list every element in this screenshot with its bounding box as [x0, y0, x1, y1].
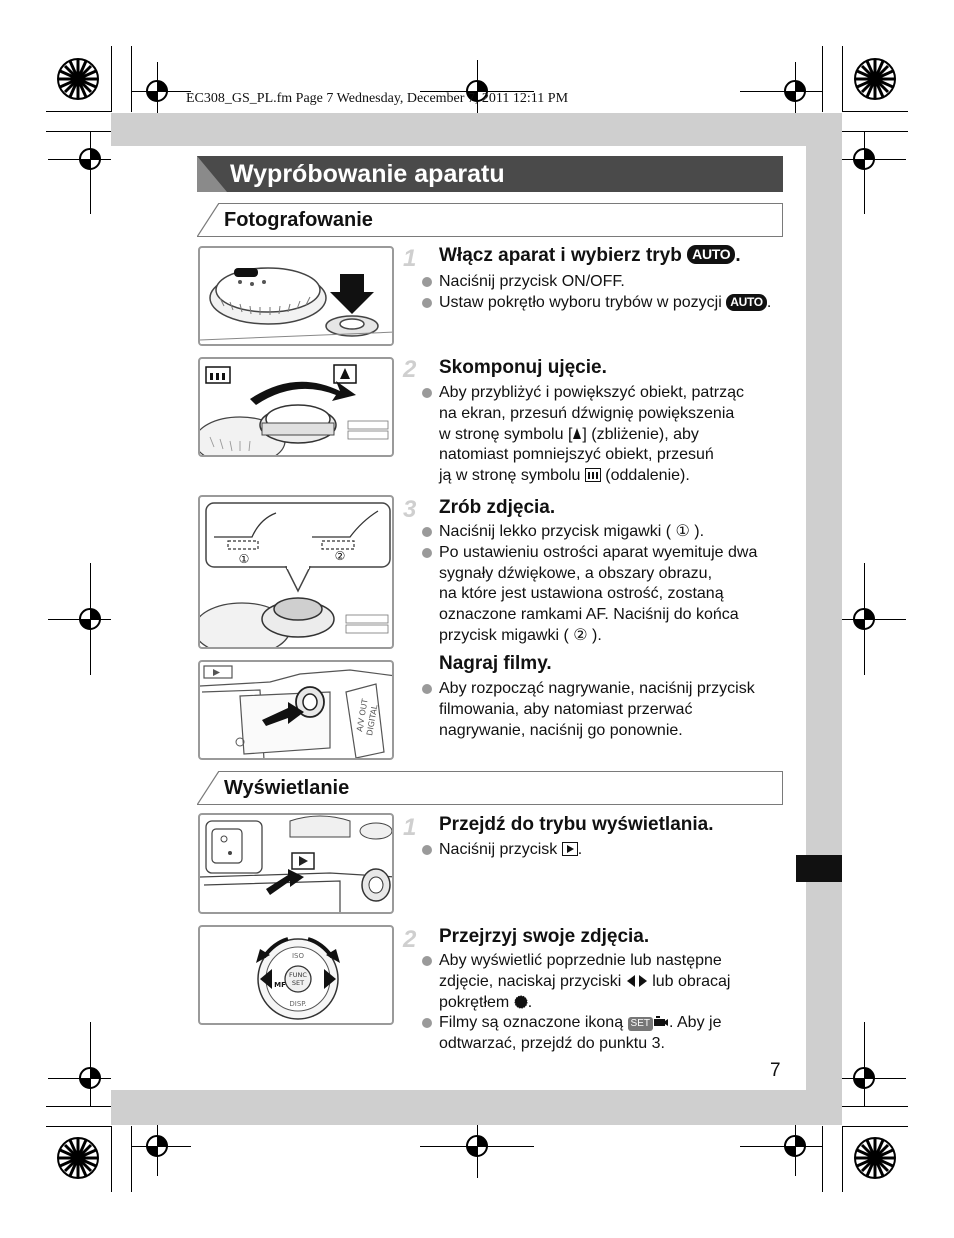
step-indicator-1: ① [238, 552, 250, 566]
print-header: EC308_GS_PL.fm Page 7 Wednesday, December 7, 2011 12:11 PM [186, 91, 569, 106]
port-label-digital: DIGITAL [365, 703, 380, 737]
step-bullets [421, 522, 786, 647]
illustration-shutter-button [198, 495, 394, 649]
bullet-item: Aby przybliżyć i powiększyć obiekt, patrząc na ekran, przesuń dźwignię powiększenia w stronę symbolu [ ] (zbliżenie), aby natomiast pomniejszyć obiekt, przesuń ją w stronę symbolu (oddalenie). [421, 383, 786, 487]
page-title: Wypróbowanie aparatu [230, 160, 505, 188]
bullet-item: Naciśnij lekko przycisk migawki ( ① ). [421, 522, 786, 543]
section-title: Wyświetlanie [224, 777, 350, 799]
auto-mode-icon: AUTO [726, 294, 767, 311]
step-bullets [421, 272, 786, 314]
registration-target-icon [848, 143, 880, 175]
step-title: Przejrzyj swoje zdjęcia. [439, 926, 650, 947]
section-tab-marker [796, 855, 842, 882]
step-bullets [421, 679, 786, 741]
step-bullets [421, 840, 786, 861]
port-label-av: A/V OUT [355, 698, 370, 733]
dial-disp-label: DISP. [289, 1000, 307, 1008]
registration-target-icon [779, 1130, 811, 1162]
registration-target-icon [848, 603, 880, 635]
step-number: 3 [403, 496, 417, 523]
star-target-icon [853, 57, 897, 101]
step-number: 2 [403, 926, 417, 953]
illustration-zoom-lever [198, 357, 394, 457]
bullet-item: Filmy są oznaczone ikoną SET . Aby je odtwarzać, przejdź do punktu 3. [421, 1013, 786, 1055]
section-heading-shooting [197, 203, 783, 237]
bullet-item: Naciśnij przycisk ON/OFF. [421, 272, 786, 293]
bullet-item: Po ustawieniu ostrości aparat wyemituje dwa sygnały dźwiękowe, a obszary obrazu, na które jest ustawiona ostrość, zostaną oznaczone ramkami AF. Naciśnij do końca przycisk migawki ( ② ). [421, 543, 786, 647]
registration-target-icon [848, 1062, 880, 1094]
movie-icon [653, 1015, 669, 1029]
star-target-icon [56, 57, 100, 101]
illustration-power-mode-dial [198, 246, 394, 346]
bullet-item: Aby wyświetlić poprzednie lub następne zdjęcie, naciskaj przyciski lub obracaj pokrętłem . [421, 951, 786, 1013]
step-title: Włącz aparat i wybierz tryb AUTO . [439, 245, 741, 266]
illustration-playback-button [198, 813, 394, 914]
auto-mode-icon: AUTO [687, 245, 735, 264]
page-title-bar [197, 156, 783, 192]
registration-target-icon [74, 143, 106, 175]
illustration-movie-button [198, 660, 394, 760]
registration-target-icon [74, 1062, 106, 1094]
step-title: Skomponuj ujęcie. [439, 357, 607, 378]
section-heading-playback [197, 771, 783, 805]
step-title: Zrób zdjęcia. [439, 497, 556, 518]
page-number: 7 [770, 1060, 781, 1081]
bullet-item: Naciśnij przycisk . [421, 840, 786, 861]
step-bullets [421, 383, 786, 487]
registration-target-icon [141, 75, 173, 107]
step-number: 2 [403, 356, 417, 383]
star-target-icon [56, 1136, 100, 1180]
step-number: 1 [403, 814, 417, 841]
control-dial-icon [514, 995, 528, 1009]
bullet-item: Aby rozpocząć nagrywanie, naciśnij przycisk filmowania, aby natomiast przerwać nagrywanie, naciśnij go ponownie. [421, 679, 786, 741]
dial-func-label: FUNC [289, 971, 307, 979]
star-target-icon [853, 1136, 897, 1180]
step-title: Nagraj filmy. [439, 653, 552, 674]
registration-target-icon [141, 1130, 173, 1162]
zoom-tele-icon [572, 427, 582, 441]
bullet-item: Ustaw pokrętło wyboru trybów w pozycji AUTO . [421, 293, 786, 314]
step-title: Przejdź do trybu wyświetlania. [439, 814, 714, 835]
left-right-arrows-icon [626, 974, 648, 988]
section-title: Fotografowanie [224, 209, 373, 231]
dial-set-label: SET [291, 979, 305, 987]
registration-target-icon [74, 603, 106, 635]
playback-icon [562, 842, 578, 856]
registration-target-icon [461, 1130, 493, 1162]
dial-iso-label: ISO [291, 952, 305, 960]
dial-mf-label: MF [274, 981, 286, 989]
set-button-badge: SET [628, 1017, 653, 1031]
zoom-wide-icon [585, 468, 601, 482]
registration-target-icon [779, 75, 811, 107]
step-indicator-2: ② [334, 549, 346, 563]
illustration-control-dial [198, 925, 394, 1025]
step-number: 1 [403, 245, 417, 272]
step-bullets [421, 951, 786, 1055]
